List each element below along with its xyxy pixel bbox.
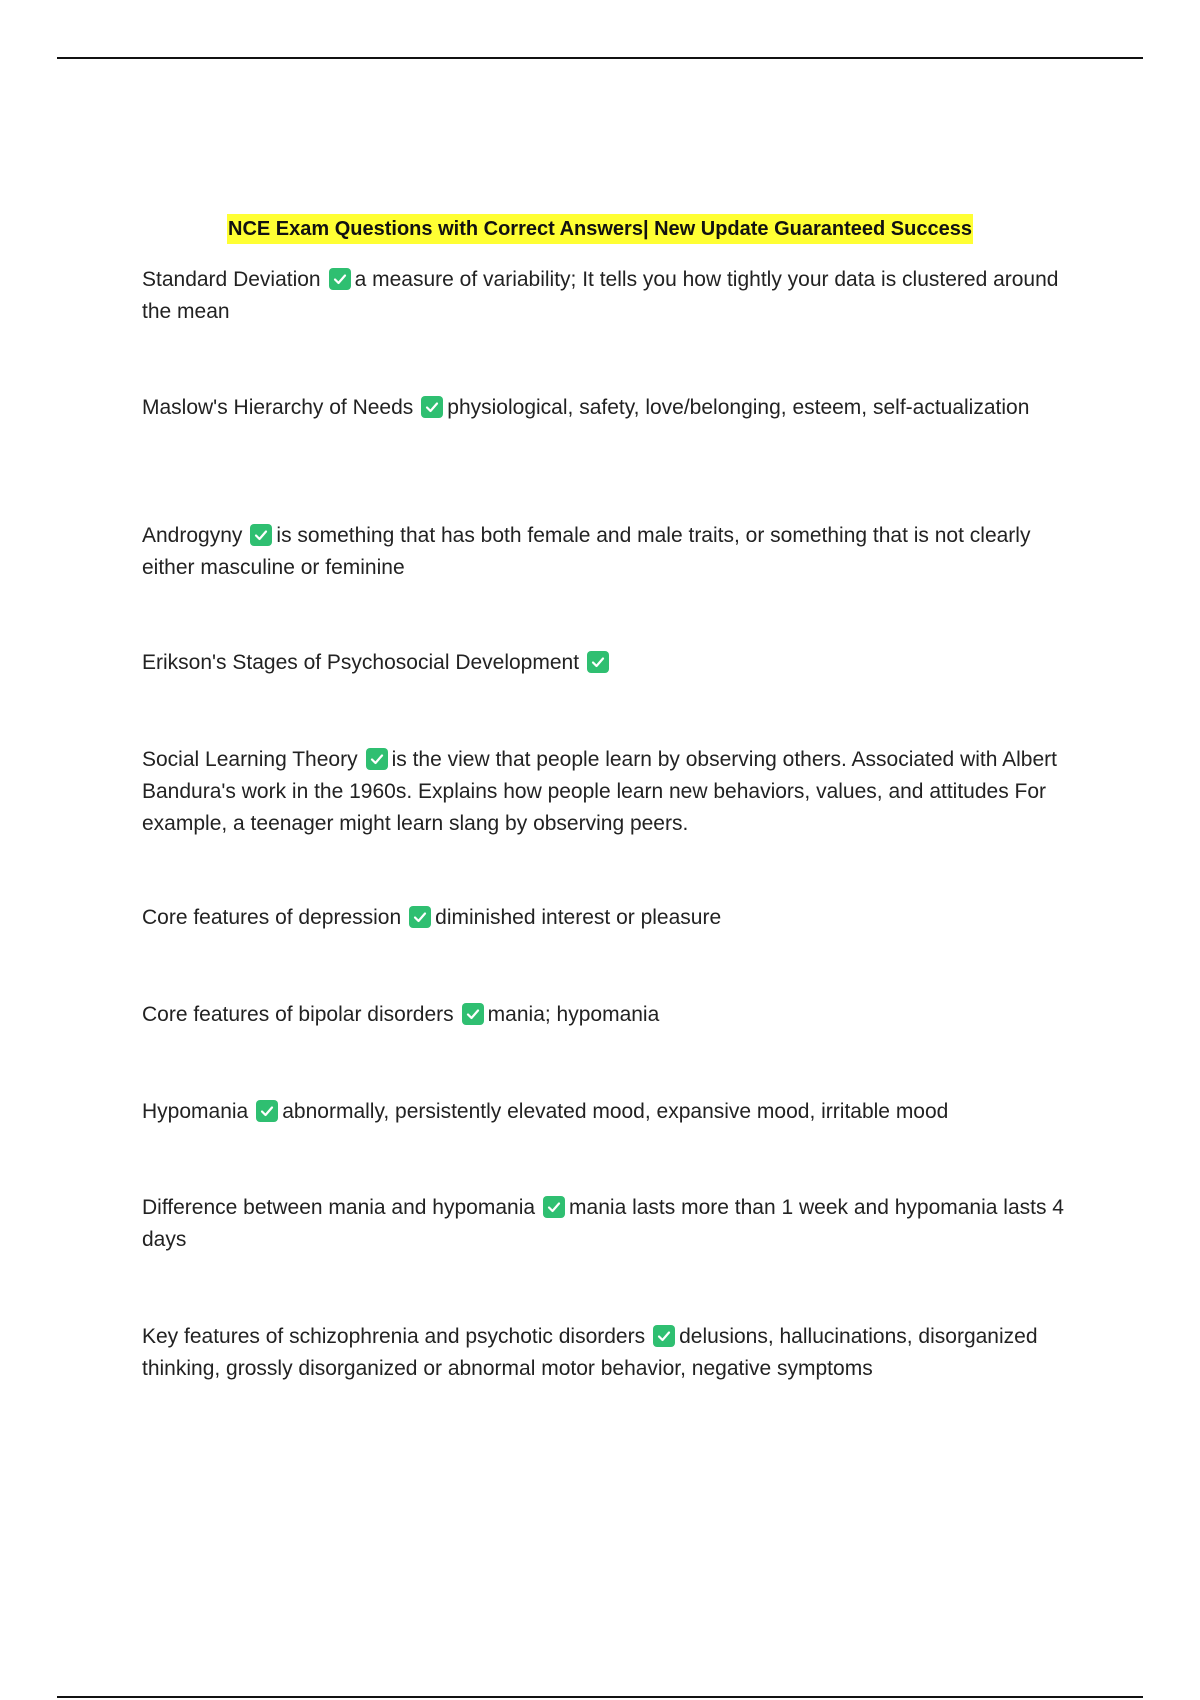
entry-term: Social Learning Theory: [142, 748, 358, 771]
entry-term: Difference between mania and hypomania: [142, 1196, 536, 1219]
entry-term: Standard Deviation: [142, 268, 321, 291]
check-mark-icon: [366, 748, 388, 770]
entry-standard-deviation: [142, 264, 1082, 328]
check-mark-icon: [421, 396, 443, 418]
document-title: NCE Exam Questions with Correct Answers| New Update Guaranteed Success: [227, 214, 973, 244]
entry-term: Erikson's Stages of Psychosocial Development: [142, 651, 580, 674]
entry-definition: mania; hypomania: [487, 1003, 660, 1026]
entry-term: Androgyny: [142, 524, 243, 547]
entry-schizophrenia: [142, 1321, 1082, 1385]
entry-term: Hypomania: [142, 1100, 249, 1123]
check-mark-icon: [587, 651, 609, 673]
entry-term: Maslow's Hierarchy of Needs: [142, 396, 414, 419]
entry-hypomania: [142, 1096, 1082, 1128]
check-mark-icon: [462, 1003, 484, 1025]
entry-maslow: [142, 392, 1082, 424]
check-mark-icon: [256, 1100, 278, 1122]
title-container: [0, 214, 1200, 244]
entry-social-learning: [142, 744, 1082, 840]
check-mark-icon: [653, 1325, 675, 1347]
entry-mania-vs-hypomania: [142, 1192, 1082, 1256]
entry-term: Core features of bipolar disorders: [142, 1003, 454, 1026]
entry-erikson: [142, 647, 1082, 679]
check-mark-icon: [329, 268, 351, 290]
entry-definition: delusions, hallucinations, disorganized thinking, grossly disorganized or abnormal motor behavior, negative symptoms: [142, 1325, 1038, 1380]
entry-definition: physiological, safety, love/belonging, esteem, self-actualization: [447, 396, 1030, 419]
check-mark-icon: [250, 524, 272, 546]
entry-term: Key features of schizophrenia and psychotic disorders: [142, 1325, 646, 1348]
entry-depression: [142, 902, 1082, 934]
entry-definition: abnormally, persistently elevated mood, expansive mood, irritable mood: [282, 1100, 949, 1123]
entry-bipolar: [142, 999, 1082, 1031]
top-rule: [57, 57, 1143, 59]
entry-androgyny: [142, 520, 1082, 584]
entry-definition: a measure of variability; It tells you how tightly your data is clustered around the mean: [142, 268, 1059, 323]
bottom-rule: [57, 1696, 1143, 1698]
entry-definition: is something that has both female and male traits, or something that is not clearly either masculine or feminine: [142, 524, 1031, 579]
check-mark-icon: [409, 906, 431, 928]
entry-term: Core features of depression: [142, 906, 402, 929]
entry-definition: is the view that people learn by observing others. Associated with Albert Bandura's work in the 1960s. Explains how people learn new behaviors, values, and attitudes For example, a teenager might learn slang by observing peers.: [142, 748, 1057, 835]
entry-definition: mania lasts more than 1 week and hypomania lasts 4 days: [142, 1196, 1064, 1251]
entry-definition: diminished interest or pleasure: [435, 906, 722, 929]
check-mark-icon: [543, 1196, 565, 1218]
